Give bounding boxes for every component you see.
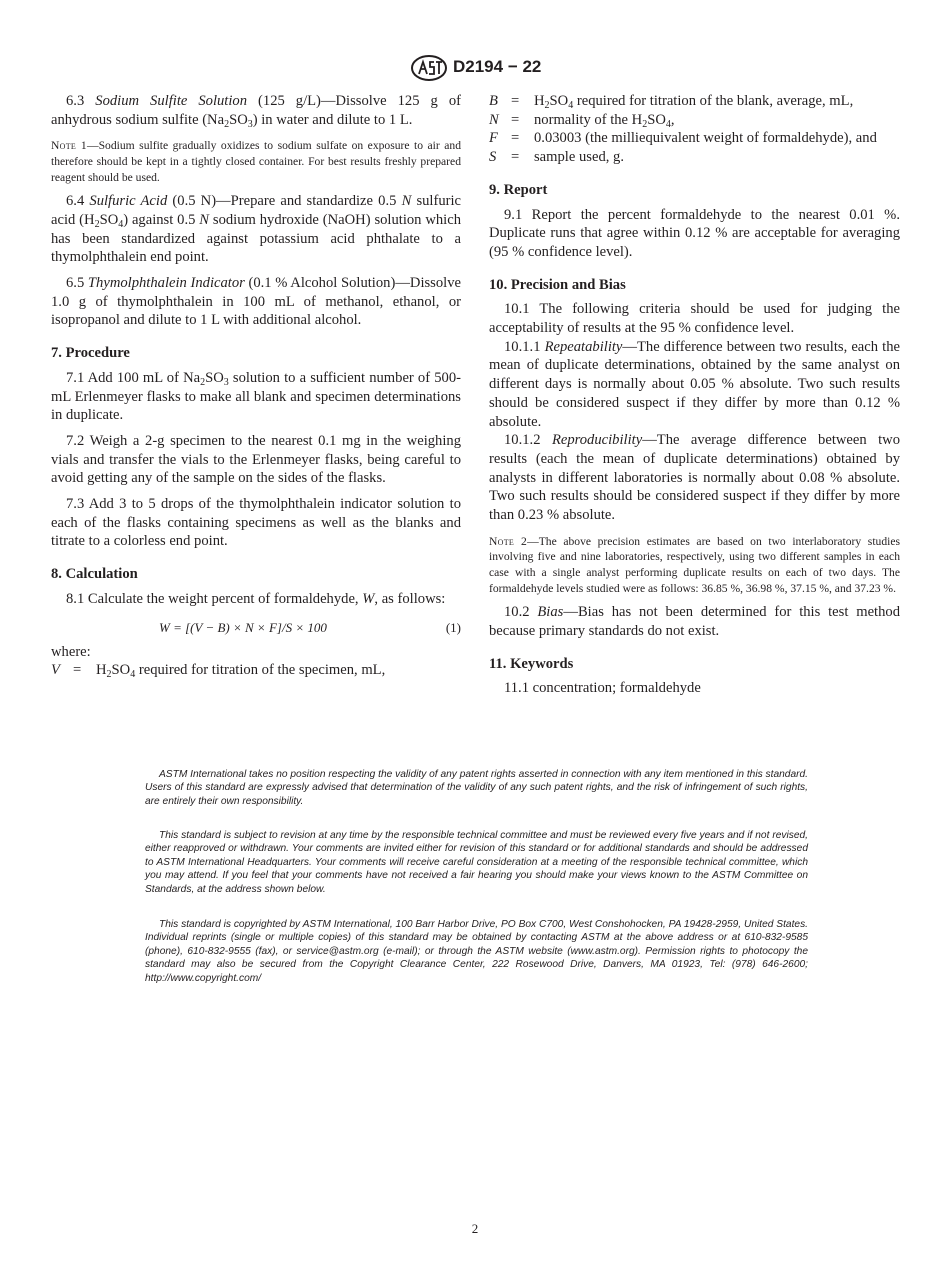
- paragraph-10-1-1: 10.1.1 Repeatability—The difference between two results, each the mean of duplicate determinations, obtained by the same analyst on different days is normally about 0.05 % absolute. Two such results should be considered suspect if they differ by more than 0.12 % absolute.: [489, 338, 900, 430]
- paragraph-7-2: 7.2 Weigh a 2-g specimen to the nearest 0.1 mg in the weighing vials and transfer the vials to the Erlenmeyer flasks, being careful to avoid getting any of the sample on the sides of the flasks.: [51, 432, 461, 487]
- section-heading-calculation: 8. Calculation: [51, 566, 138, 583]
- paragraph-11-1: 11.1 concentration; formaldehyde: [504, 680, 701, 697]
- paragraph-10-1-2: 10.1.2 Reproducibility—The average difference between two results (each the mean of duplicate determinations) obtained by analysts in different laboratories is normally about 0.08 % absolute. Two such results should be considered suspect if they differ by more than 0.23 % absolute.: [489, 432, 900, 524]
- paragraph-6-3: 6.3 Sodium Sulfite Solution (125 g/L)—Dissolve 125 g of anhydrous sodium sulfite $(Na_2SO_3)$ in water and dilute to 1 L.: [51, 93, 461, 130]
- equation-number: (1): [445, 619, 461, 635]
- document-designation: D2194 − 22: [453, 57, 542, 76]
- paragraph-8-1: 8.1 Calculate the weight percent of formaldehyde, W, as follows:: [66, 590, 446, 607]
- paragraph-9-1: 9.1 Report the percent formaldehyde to the nearest 0.01 %. Duplicate runs that agree within 0.12 % are acceptable for averaging (95 % confidence level).: [489, 206, 900, 260]
- patent-notice: ASTM International takes no position respecting the validity of any patent rights asserted in connection with any item mentioned in this standard. Users of this standard are expressly advised that determination of the validity of any such patent rights, and the risk of infringement of such rights, are entirely their own responsibility.: [145, 769, 808, 807]
- paragraph-7-3: 7.3 Add 3 to 5 drops of the thymolphthalein indicator solution to each of the flasks containing specimens as well as the blanks and titrate to a colorless end point.: [51, 496, 461, 550]
- left-column: [51, 92, 461, 680]
- revision-notice: This standard is subject to revision at any time by the responsible technical committee and must be reviewed every five years and if not revised, either reapproved or withdrawn. Your comments are invited either for revision of this standard or for additional standards and should be addressed to ASTM International Headquarters. Your comments will receive careful consideration at a meeting of the responsible technical committee, which you may attend. If you feel that your comments have not received a fair hearing you should make your views known to the ASTM Committee on Standards, at the address shown below.: [145, 830, 808, 895]
- note-2: Note 2—The above precision estimates are based on two interlaboratory studies involving five and nine laboratories, respectively, using two different samples in each case with a single analyst performing duplicate results on each of two days. The formaldehyde levels studied were as follows: 36.85 %, 36.98 %, 37.15 %, and 37.23 %.: [489, 534, 901, 595]
- definition-v: V = $H_2SO_4$ required for titration of the specimen, mL,: [51, 662, 386, 681]
- section-heading-procedure: 7. Procedure: [51, 345, 130, 362]
- where-label: where:: [51, 643, 91, 660]
- definition-s: S = sample used, g.: [489, 149, 624, 166]
- right-column: [489, 92, 900, 698]
- section-heading-keywords: 11. Keywords: [489, 655, 574, 672]
- section-heading-precision-bias: 10. Precision and Bias: [489, 276, 626, 293]
- definition-f: F = 0.03003 (the milliequivalent weight of formaldehyde), and: [489, 130, 877, 147]
- paragraph-10-1: 10.1 The following criteria should be used for judging the acceptability of results at the 95 % confidence level.: [489, 301, 900, 337]
- definition-n: N = normality of the $H_2SO_4$,: [489, 111, 675, 130]
- paragraph-6-4: 6.4 Sulfuric Acid (0.5 N)—Prepare and standardize 0.5 N sulfuric acid $(H_2SO_4)$ against 0.5 N sodium hydroxide (NaOH) solution which has been standardized against potassium acid phthalate to a thymolphthalein end point.: [51, 193, 462, 266]
- equation-body: W = [(V − B) × N × F]/S × 100: [159, 619, 327, 635]
- page-header: [0, 54, 950, 84]
- equation-1: [51, 615, 461, 643]
- definition-b: B = $H_2SO_4$ required for titration of the blank, average, mL,: [489, 93, 854, 111]
- page-number: 2: [471, 1221, 479, 1236]
- note-1: Note 1—Sodium sulfite gradually oxidizes to sodium sulfate on exposure to air and therefore should be kept in a tightly closed container. For best results freshly prepared reagent should be used.: [51, 139, 461, 184]
- paragraph-7-1: 7.1 Add 100 mL of $Na_2SO_3$ solution to a sufficient number of 500-mL Erlenmeyer flasks to make all blank and specimen determinations in duplicate.: [51, 369, 461, 424]
- copyright-notice: This standard is copyrighted by ASTM International, 100 Barr Harbor Drive, PO Box C700, West Conshohocken, PA 19428-2959, United States. Individual reprints (single or multiple copies) of this standard may be obtained by contacting ASTM at the above address or at 610-832-9585 (phone), 610-832-9555 (fax), or service@astm.org (e-mail); or through the ASTM website (www.astm.org). Permission rights to photocopy the standard may also be secured from the Copyright Clearance Center, 222 Rosewood Drive, Danvers, MA 01923, Tel: (978) 646-2600; http://www.copyright.com/: [145, 919, 808, 984]
- variable-definitions-left: [51, 661, 461, 680]
- astm-logo-icon: [410, 54, 448, 82]
- section-heading-report: 9. Report: [489, 181, 548, 198]
- paragraph-10-2: 10.2 Bias—Bias has not been determined for this test method because primary standards do not exist.: [489, 604, 900, 639]
- paragraph-6-5: 6.5 Thymolphthalein Indicator (0.1 % Alcohol Solution)—Dissolve 1.0 g of thymolphthalein in 100 mL of methanol, ethanol, or isopropanol and dilute to 1 L with additional alcohol.: [51, 275, 461, 329]
- variable-definitions-right: [489, 92, 900, 167]
